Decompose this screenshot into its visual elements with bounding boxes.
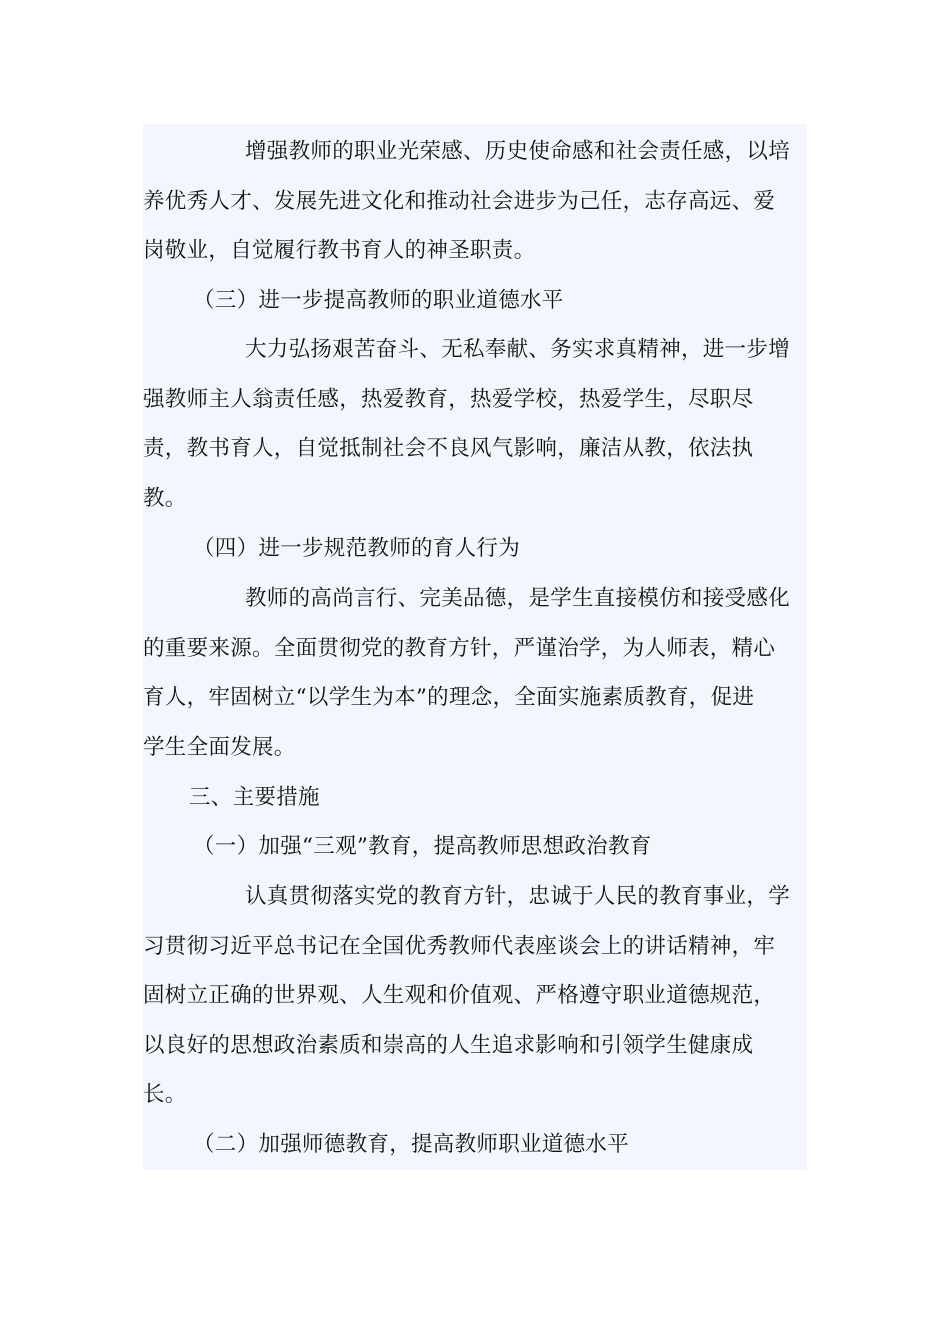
text-line: 的重要来源。全面贯彻党的教育方针，严谨治学，为人师表，精心 [143, 635, 776, 661]
heading-text: 三、主要措施 [189, 785, 320, 810]
paragraph-policy-study [143, 872, 807, 1120]
text-line: 责，教书育人，自觉抵制社会不良风气影响，廉洁从教，依法执 [143, 436, 754, 461]
heading-text: （四）进一步规范教师的育人行为 [193, 536, 521, 561]
text-line: 固树立正确的世界观、人生观和价值观、严格遵守职业道德规范， [143, 983, 776, 1008]
text-line: 认真贯彻落实党的教育方针，忠诚于人民的教育事业，学 [245, 884, 791, 909]
text-line: 以良好的思想政治素质和崇高的人生追求影响和引领学生健康成 [143, 1032, 754, 1058]
heading-text: （二）加强师德教育，提高教师职业道德水平 [193, 1132, 630, 1157]
text-line: 育人，牢固树立“以学生为本”的理念，全面实施素质教育，促进 [143, 685, 755, 710]
paragraph-hard-work [143, 325, 807, 523]
text-line: 习贯彻习近平总书记在全国优秀教师代表座谈会上的讲话精神，牢 [143, 933, 776, 959]
heading-measure-1 [143, 822, 807, 872]
heading-text: （一）加强“三观”教育，提高教师思想政治教育 [193, 834, 652, 859]
text-line: 强教师主人翁责任感，热爱教育，热爱学校，热爱学生，尽职尽 [143, 386, 754, 412]
text-line: 增强教师的职业光荣感、历史使命感和社会责任感，以培 [245, 139, 791, 164]
text-line: 岗敬业，自觉履行教书育人的神圣职责。 [143, 238, 536, 263]
text-line: 养优秀人才、发展先进文化和推动社会进步为己任，志存高远、爱 [143, 188, 776, 214]
text-line: 大力弘扬艰苦奋斗、无私奉献、务实求真精神，进一步增 [245, 337, 791, 362]
text-line: 学生全面发展。 [143, 734, 296, 760]
paragraph-teacher-honor [143, 127, 807, 276]
heading-section-4 [143, 524, 807, 574]
heading-main-measures [143, 773, 807, 823]
text-line: 长。 [143, 1082, 187, 1107]
heading-section-3 [143, 276, 807, 326]
text-line: 教。 [143, 485, 187, 511]
paragraph-teacher-conduct [143, 574, 807, 772]
text-line: 教师的高尚言行、完美品德，是学生直接模仿和接受感化 [245, 586, 791, 611]
heading-text: （三）进一步提高教师的职业道德水平 [193, 288, 564, 313]
heading-measure-2 [143, 1120, 807, 1170]
text-block-background [143, 124, 807, 1170]
